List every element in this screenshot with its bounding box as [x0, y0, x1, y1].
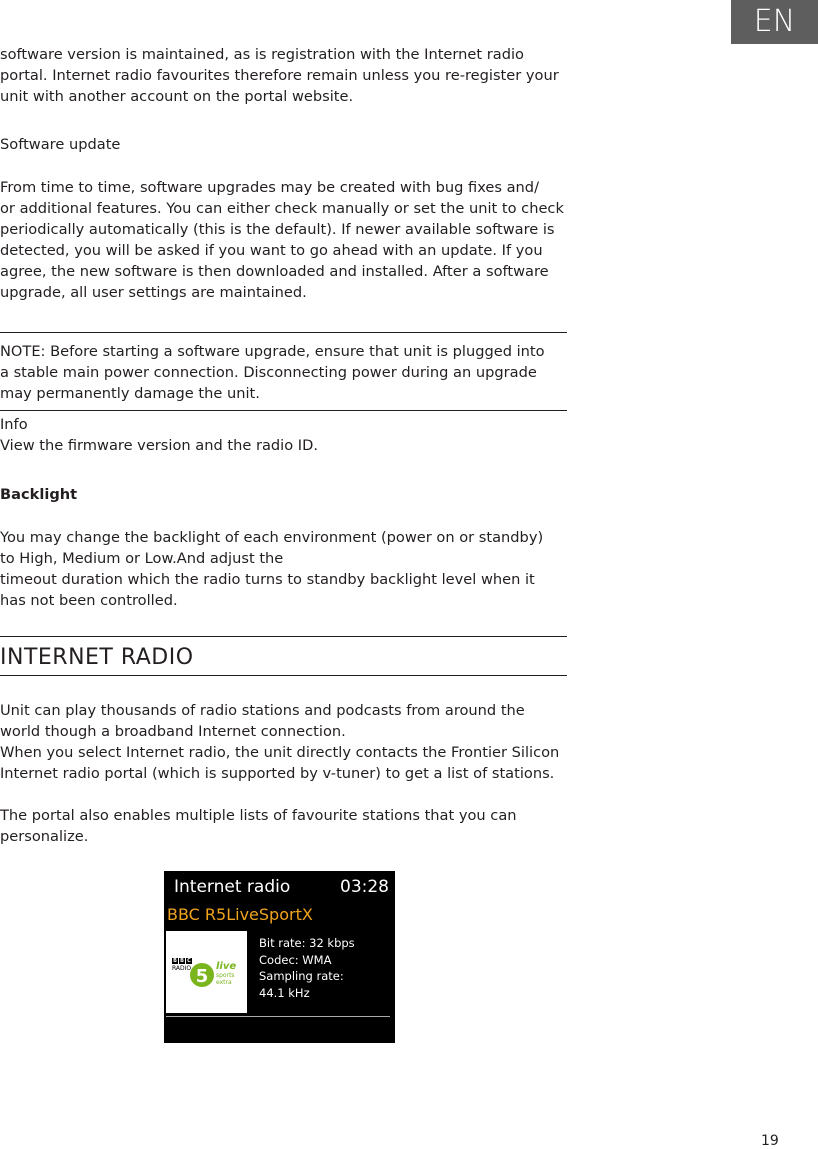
logo-sports: sports [216, 972, 235, 979]
backlight-body [0, 527, 568, 611]
divider [0, 410, 567, 411]
sampling-rate-label: Sampling rate: [259, 969, 344, 983]
text-line: The portal also enables multiple lists of favourite stations that you can [0, 807, 517, 824]
info-heading: Info [0, 416, 28, 433]
bbc-letter: B [180, 958, 184, 964]
backlight-heading: Backlight [0, 486, 78, 503]
software-update-heading: Software update [0, 136, 121, 153]
info-body: View the firmware version and the radio ID. [0, 437, 318, 454]
screen-clock: 03:28 [340, 877, 389, 897]
text-line: portal. Internet radio favourites therefore remain unless you re-register your [0, 67, 559, 84]
text-line: Internet radio portal (which is supported by v-tuner) to get a list of stations. [0, 765, 555, 782]
radio-display-screenshot [164, 871, 395, 1043]
text-line: NOTE: Before starting a software upgrade, ensure that unit is plugged into [0, 343, 545, 360]
sampling-rate-value: 44.1 kHz [259, 985, 310, 1000]
logo-live: live [216, 961, 237, 972]
codec: Codec: WMA [259, 952, 332, 967]
text-line: upgrade, all user settings are maintained. [0, 284, 307, 301]
divider [0, 636, 567, 637]
text-line: has not been controlled. [0, 592, 178, 609]
five-live-logo-icon [188, 953, 248, 993]
text-line: agree, the new software is then downloaded and installed. After a software [0, 263, 549, 280]
screen-divider [166, 1016, 390, 1017]
text-line: periodically automatically (this is the default). If newer available software is [0, 221, 555, 238]
intro-paragraph [0, 44, 568, 107]
text-line: or additional features. You can either check manually or set the unit to check [0, 200, 564, 217]
text-line: When you select Internet radio, the unit directly contacts the Frontier Silicon [0, 744, 560, 761]
bbc-letter: C [187, 958, 191, 964]
section-title: INTERNET RADIO [0, 645, 194, 670]
info-section [0, 414, 568, 456]
text-line: Unit can play thousands of radio stations and podcasts from around the [0, 702, 525, 719]
bbc-letter: B [173, 958, 177, 964]
language-tab: EN [731, 0, 818, 44]
bit-rate: Bit rate: 32 kbps [259, 936, 355, 950]
text-line: From time to time, software upgrades may be created with bug fixes and/ [0, 179, 539, 196]
text-line: may permanently damage the unit. [0, 385, 260, 402]
text-line: detected, you will be asked if you want to go ahead with an update. If you [0, 242, 543, 259]
internet-radio-paragraph-2 [0, 805, 568, 847]
text-line: personalize. [0, 828, 89, 845]
station-logo [166, 931, 247, 1013]
logo-extra: extra [216, 979, 232, 986]
logo-number: 5 [195, 966, 209, 987]
divider [0, 675, 567, 676]
internet-radio-paragraph [0, 700, 568, 784]
station-name: BBC R5LiveSportX [167, 905, 313, 924]
stream-info [259, 935, 355, 1001]
text-line: world though a broadband Internet connection. [0, 723, 346, 740]
text-line: to High, Medium or Low.And adjust the [0, 550, 284, 567]
divider [0, 332, 567, 333]
software-update-body [0, 177, 568, 303]
page-number: 19 [761, 1133, 779, 1149]
radio-label: RADIO [172, 965, 192, 972]
text-line: software version is maintained, as is registration with the Internet radio [0, 46, 524, 63]
text-line: You may change the backlight of each environment (power on or standby) [0, 529, 544, 546]
note-box [0, 341, 568, 404]
text-line: unit with another account on the portal website. [0, 88, 354, 105]
text-line: a stable main power connection. Disconnecting power during an upgrade [0, 364, 537, 381]
screen-title: Internet radio [174, 877, 291, 897]
text-line: timeout duration which the radio turns to standby backlight level when it [0, 571, 535, 588]
